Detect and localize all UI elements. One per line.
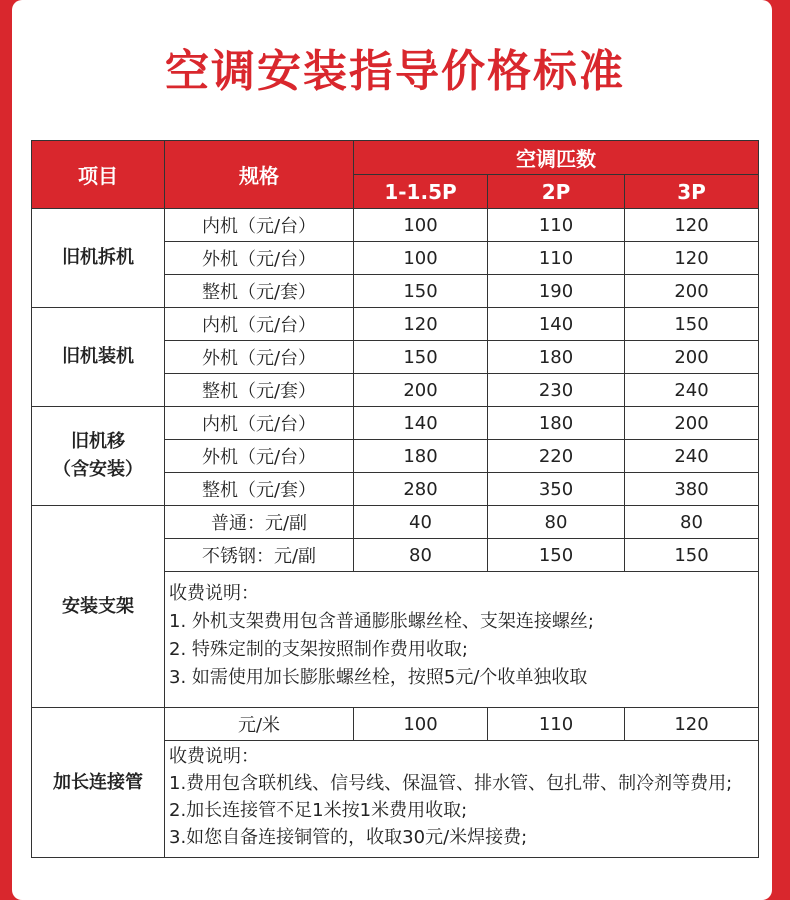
header-col-3: 3P (625, 175, 759, 209)
spec-cell: 整机（元/套） (165, 473, 354, 506)
value-cell: 240 (625, 374, 759, 407)
spec-cell: 内机（元/台） (165, 209, 354, 242)
spec-cell: 整机（元/套） (165, 374, 354, 407)
page-title: 空调安装指导价格标准 (165, 46, 625, 97)
value-cell: 180 (354, 440, 488, 473)
group-name: 加长连接管 (32, 708, 165, 858)
spec-cell: 内机（元/台） (165, 407, 354, 440)
value-cell: 100 (354, 209, 488, 242)
value-cell: 120 (625, 708, 759, 741)
value-cell: 80 (488, 506, 625, 539)
value-cell: 200 (625, 407, 759, 440)
spec-cell: 外机（元/台） (165, 242, 354, 275)
value-cell: 180 (488, 341, 625, 374)
pipe-notes (165, 741, 759, 858)
header-spec: 规格 (165, 141, 354, 209)
group-name: 安装支架 (32, 506, 165, 708)
note-line: 2.加长连接管不足1米按1米费用收取; (169, 800, 468, 821)
spec-cell: 内机（元/台） (165, 308, 354, 341)
header-col-1: 1-1.5P (354, 175, 488, 209)
group-name (32, 407, 165, 506)
note-line: 1.费用包含联机线、信号线、保温管、排水管、包扎带、制冷剂等费用; (169, 773, 733, 794)
group-name: 旧机拆机 (32, 209, 165, 308)
value-cell: 80 (625, 506, 759, 539)
table-row (32, 308, 759, 341)
value-cell: 120 (354, 308, 488, 341)
value-cell: 40 (354, 506, 488, 539)
value-cell: 80 (354, 539, 488, 572)
value-cell: 200 (625, 341, 759, 374)
note-line: 3.如您自备连接铜管的，收取30元/米焊接费; (169, 827, 528, 848)
header-item: 项目 (32, 141, 165, 209)
group-name-line1: 旧机移 (71, 431, 125, 452)
value-cell: 180 (488, 407, 625, 440)
note-line: 收费说明： (169, 746, 259, 767)
value-cell: 150 (488, 539, 625, 572)
value-cell: 140 (488, 308, 625, 341)
spec-cell: 外机（元/台） (165, 440, 354, 473)
bracket-notes (165, 572, 759, 708)
value-cell: 220 (488, 440, 625, 473)
spec-cell: 外机（元/台） (165, 341, 354, 374)
value-cell: 240 (625, 440, 759, 473)
spec-cell: 不锈钢：元/副 (165, 539, 354, 572)
value-cell: 120 (625, 242, 759, 275)
spec-cell: 整机（元/套） (165, 275, 354, 308)
value-cell: 110 (488, 242, 625, 275)
table-row (32, 407, 759, 440)
value-cell: 120 (625, 209, 759, 242)
value-cell: 110 (488, 708, 625, 741)
table-row (32, 209, 759, 242)
value-cell: 140 (354, 407, 488, 440)
value-cell: 190 (488, 275, 625, 308)
spec-cell: 普通：元/副 (165, 506, 354, 539)
note-line: 收费说明： (169, 583, 259, 604)
value-cell: 150 (354, 341, 488, 374)
group-name-line2: （含安装） (53, 459, 143, 480)
note-line: 3. 如需使用加长膨胀螺丝栓，按照5元/个收单独收取 (169, 667, 588, 688)
value-cell: 200 (625, 275, 759, 308)
note-line: 1. 外机支架费用包含普通膨胀螺丝栓、支架连接螺丝; (169, 611, 594, 632)
spec-cell: 元/米 (165, 708, 354, 741)
value-cell: 280 (354, 473, 488, 506)
header-hp-group: 空调匹数 (354, 141, 759, 175)
value-cell: 150 (625, 539, 759, 572)
value-cell: 350 (488, 473, 625, 506)
table-row (32, 708, 759, 741)
value-cell: 380 (625, 473, 759, 506)
value-cell: 100 (354, 708, 488, 741)
table-row (32, 506, 759, 539)
value-cell: 230 (488, 374, 625, 407)
value-cell: 150 (625, 308, 759, 341)
note-line: 2. 特殊定制的支架按照制作费用收取; (169, 639, 468, 660)
value-cell: 110 (488, 209, 625, 242)
value-cell: 200 (354, 374, 488, 407)
header-col-2: 2P (488, 175, 625, 209)
header-row (32, 141, 759, 175)
group-name: 旧机装机 (32, 308, 165, 407)
price-table (31, 140, 759, 858)
value-cell: 150 (354, 275, 488, 308)
value-cell: 100 (354, 242, 488, 275)
